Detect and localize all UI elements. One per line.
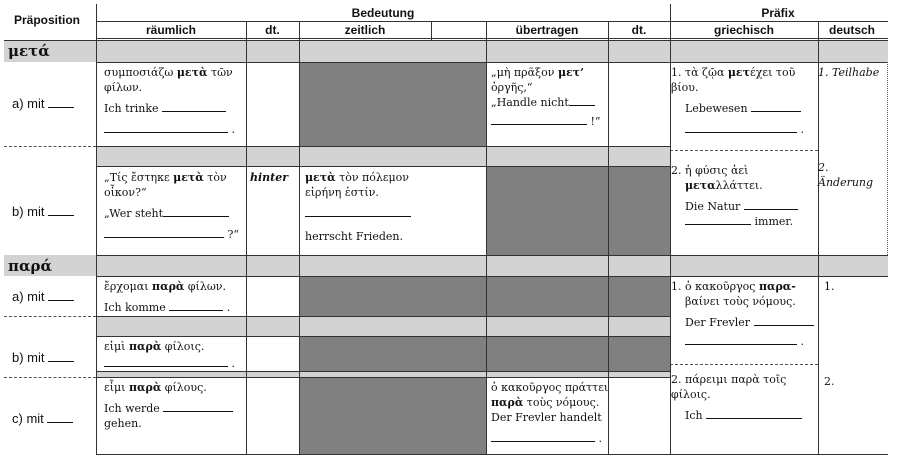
meta-praefix-2: 2. ἡ φύσις ἀεὶ μεταλλάττει. Die Natur immer.: [671, 163, 817, 229]
header-zeitlich: zeitlich: [344, 23, 386, 37]
header-dt-2: dt.: [631, 23, 647, 37]
meta-b-zeitlich: μετὰ τὸν πόλεμον εἰρήνη ἐστίν. herrscht Frieden.: [305, 170, 429, 244]
answer-blank[interactable]: [754, 315, 814, 326]
answer-blank[interactable]: [162, 101, 226, 112]
answer-blank[interactable]: [163, 206, 229, 217]
gray-cell: [299, 276, 670, 316]
answer-blank[interactable]: [569, 95, 595, 106]
section-bar-para: [4, 255, 888, 276]
gray-cell: [299, 377, 486, 454]
section-bar-meta: [4, 40, 888, 62]
answer-blank[interactable]: [685, 214, 751, 225]
meta-a-raeumlich: συμποσιάζω μετὰ τῶν φίλων. Ich trinke .: [104, 66, 235, 136]
section-title-meta: μετά: [8, 42, 50, 60]
meta-deutsch-2: 2. Änderung: [818, 161, 874, 189]
section-title-para: παρά: [8, 257, 53, 275]
para-praefix-1: 1. ὁ κακοῦργος παρα- βαίνει τοὺς νόμους. Der Frevler .: [671, 279, 817, 349]
answer-blank[interactable]: [169, 300, 223, 311]
header-uebertragen: übertragen: [515, 23, 579, 37]
row-label-meta-a: a) mit: [12, 96, 74, 111]
answer-blank[interactable]: [685, 334, 797, 345]
row-label-para-c: c) mit: [12, 411, 73, 426]
header-praeposition: Präposition: [13, 13, 80, 27]
header-bedeutung: Bedeutung: [351, 6, 415, 20]
para-c-raeumlich: εἶμι παρὰ φίλους. Ich werde gehen.: [104, 380, 244, 431]
answer-blank[interactable]: [163, 401, 233, 412]
meta-a-uebertragen: „μὴ πρᾶξον μετ’ ὀργῆς,“ „Handle nicht !“: [491, 66, 601, 128]
para-c-uebertragen: ὁ κακοῦργος πράττει παρὰ τοὺς νόμους. Der Frevler handelt .: [491, 381, 609, 445]
para-deutsch-2: 2.: [824, 375, 835, 388]
header-deutsch: deutsch: [828, 23, 875, 37]
para-a-raeumlich: ἔρχομαι παρὰ φίλων. Ich komme .: [104, 280, 231, 314]
para-praefix-2: 2. πάρειμι παρὰ τοῖς φίλοις. Ich: [671, 372, 817, 423]
para-deutsch-1: 1.: [824, 280, 835, 293]
row-label-para-a: a) mit: [12, 289, 74, 304]
header-griechisch: griechisch: [713, 23, 775, 37]
answer-blank[interactable]: [744, 199, 798, 210]
row-label-meta-b: b) mit: [12, 204, 74, 219]
answer-blank[interactable]: [491, 431, 595, 442]
header-dt-1: dt.: [265, 23, 280, 37]
row-label-para-b: b) mit: [12, 350, 74, 365]
meta-b-dt: hinter: [250, 171, 289, 184]
header-praefix: Präfix: [761, 6, 795, 20]
meta-b-raeumlich: „Τίς ἔστηκε μετὰ τὸν οἶκον?“ „Wer steht ?“: [104, 171, 240, 241]
answer-blank[interactable]: [104, 356, 228, 367]
meta-praefix-1: 1. τὰ ζῷα μετέχει τοῦ βίου. Lebewesen .: [671, 66, 804, 136]
answer-blank[interactable]: [491, 114, 587, 125]
gray-cell: [299, 62, 486, 146]
gap-bar-para-1: [96, 316, 670, 336]
answer-blank[interactable]: [305, 206, 411, 217]
para-b-raeumlich: εἰμὶ παρὰ φίλοις. .: [104, 340, 235, 370]
gray-cell: [299, 336, 670, 371]
answer-blank[interactable]: [104, 122, 228, 133]
answer-blank[interactable]: [685, 122, 797, 133]
gap-bar-meta: [96, 146, 670, 166]
answer-blank[interactable]: [104, 227, 224, 238]
answer-blank[interactable]: [751, 101, 801, 112]
answer-blank[interactable]: [706, 408, 802, 419]
header-raeumlich: räumlich: [145, 23, 196, 37]
gray-cell: [486, 166, 670, 255]
meta-deutsch-1: 1. Teilhabe: [818, 66, 880, 79]
